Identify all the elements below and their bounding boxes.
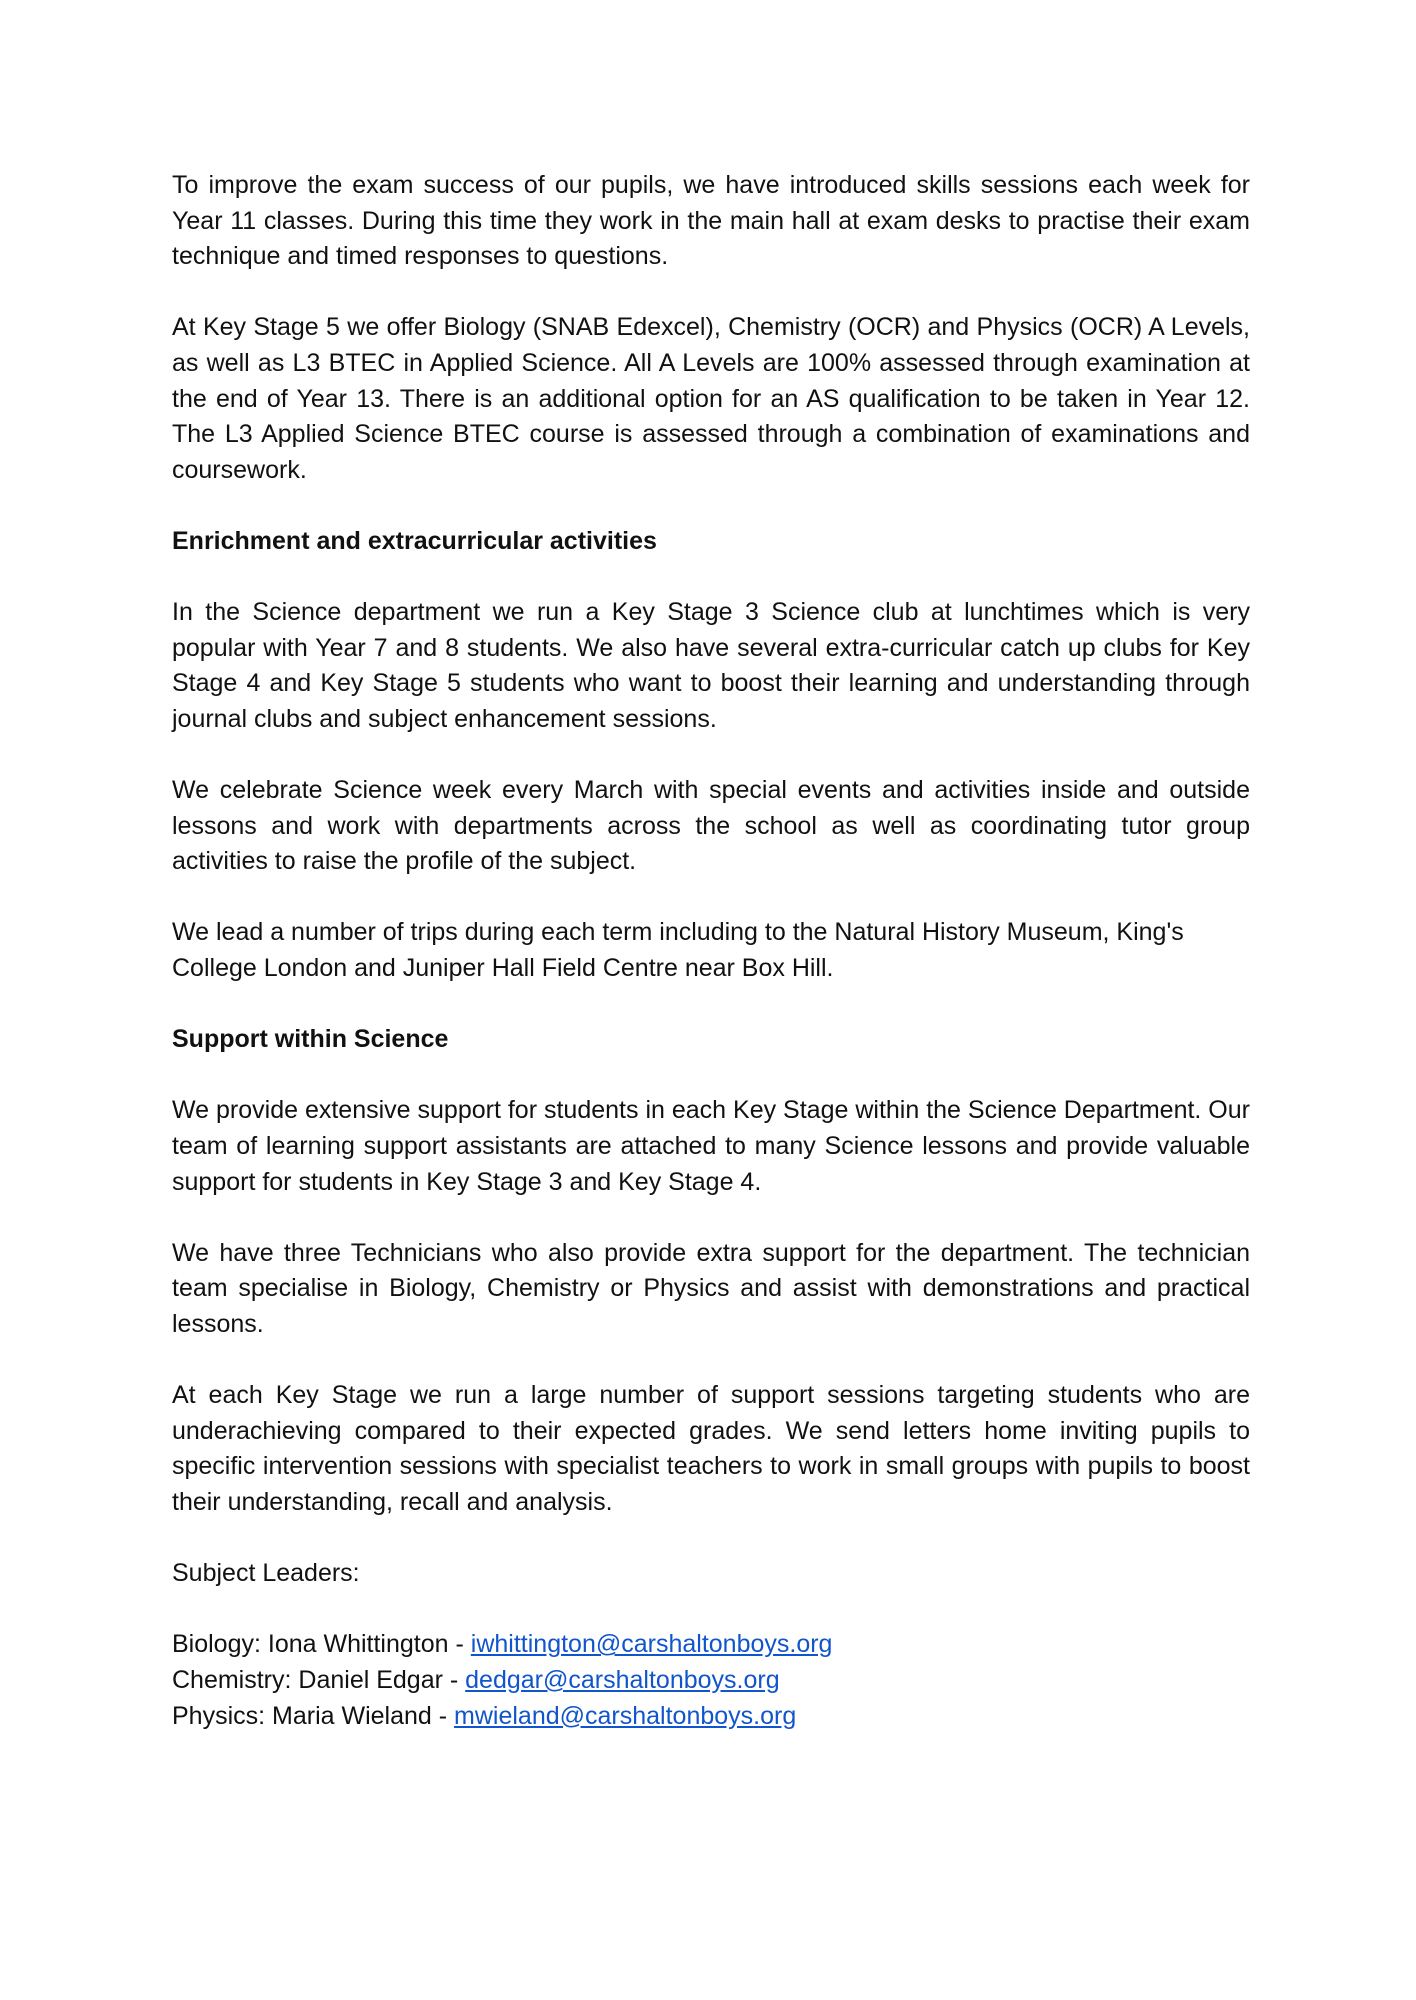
enrichment-paragraph-trips: We lead a number of trips during each term including to the Natural History Museum, King's College London and Juniper Hall Field Centre near Box Hill. (172, 918, 1184, 983)
leader-chemistry-email-link[interactable]: dedgar@carshaltonboys.org (465, 1665, 780, 1694)
leader-physics (172, 1699, 1250, 1735)
leader-chemistry-name: Chemistry: Daniel Edgar - (172, 1665, 466, 1694)
leader-biology-name: Biology: Iona Whittington - (172, 1630, 471, 1659)
leader-physics-name: Physics: Maria Wieland - (172, 1701, 455, 1730)
enrichment-paragraph-clubs: In the Science department we run a Key Stage 3 Science club at lunchtimes which is very popular with Year 7 and 8 students. We also have several extra-curricular catch up clubs for Key Stage 4 and Key Stage 5 students who want to boost their learning and understanding through journal clubs and subject enhancement sessions. (172, 598, 1250, 733)
leader-biology (172, 1627, 1250, 1663)
enrichment-paragraph-science-week: We celebrate Science week every March with special events and activities inside and outside lessons and work with departments across the school as well as coordinating tutor group activities to raise the profile of the subject. (172, 776, 1250, 876)
support-paragraph-technicians: We have three Technicians who also provide extra support for the department. The technician team specialise in Biology, Chemistry or Physics and assist with demonstrations and practical lessons. (172, 1238, 1250, 1338)
leader-biology-email-link[interactable]: iwhittington@carshaltonboys.org (470, 1630, 833, 1659)
leader-chemistry (172, 1663, 1250, 1699)
support-paragraph-intervention: At each Key Stage we run a large number of support sessions targeting students who are underachieving compared to their expected grades. We send letters home inviting pupils to specific intervention sessions with specialist teachers to work in small groups with pupils to boost their understanding, recall and analysis. (172, 1381, 1250, 1516)
intro-paragraph-key-stage-5: At Key Stage 5 we offer Biology (SNAB Edexcel), Chemistry (OCR) and Physics (OCR) A Levels, as well as L3 BTEC in Applied Science. All A Levels are 100% assessed through examination at the end of Year 13. There is an additional option for an AS qualification to be taken in Year 12. The L3 Applied Science BTEC course is assessed through a combination of examinations and coursework. (172, 313, 1250, 484)
enrichment-heading: Enrichment and extracurricular activities (172, 526, 657, 555)
support-heading: Support within Science (172, 1025, 449, 1054)
subject-leaders-list (172, 1627, 1250, 1734)
intro-paragraph-exam-skills: To improve the exam success of our pupils, we have introduced skills sessions each week for Year 11 classes. During this time they work in the main hall at exam desks to practise their exam technique and timed responses to questions. (172, 171, 1250, 271)
document-page (172, 168, 1250, 1734)
subject-leaders-label: Subject Leaders: (172, 1559, 360, 1588)
support-paragraph-assistants: We provide extensive support for students in each Key Stage within the Science Department. Our team of learning support assistants are attached to many Science lessons and provide valuable support for students in Key Stage 3 and Key Stage 4. (172, 1096, 1250, 1196)
leader-physics-email-link[interactable]: mwieland@carshaltonboys.org (454, 1701, 797, 1730)
